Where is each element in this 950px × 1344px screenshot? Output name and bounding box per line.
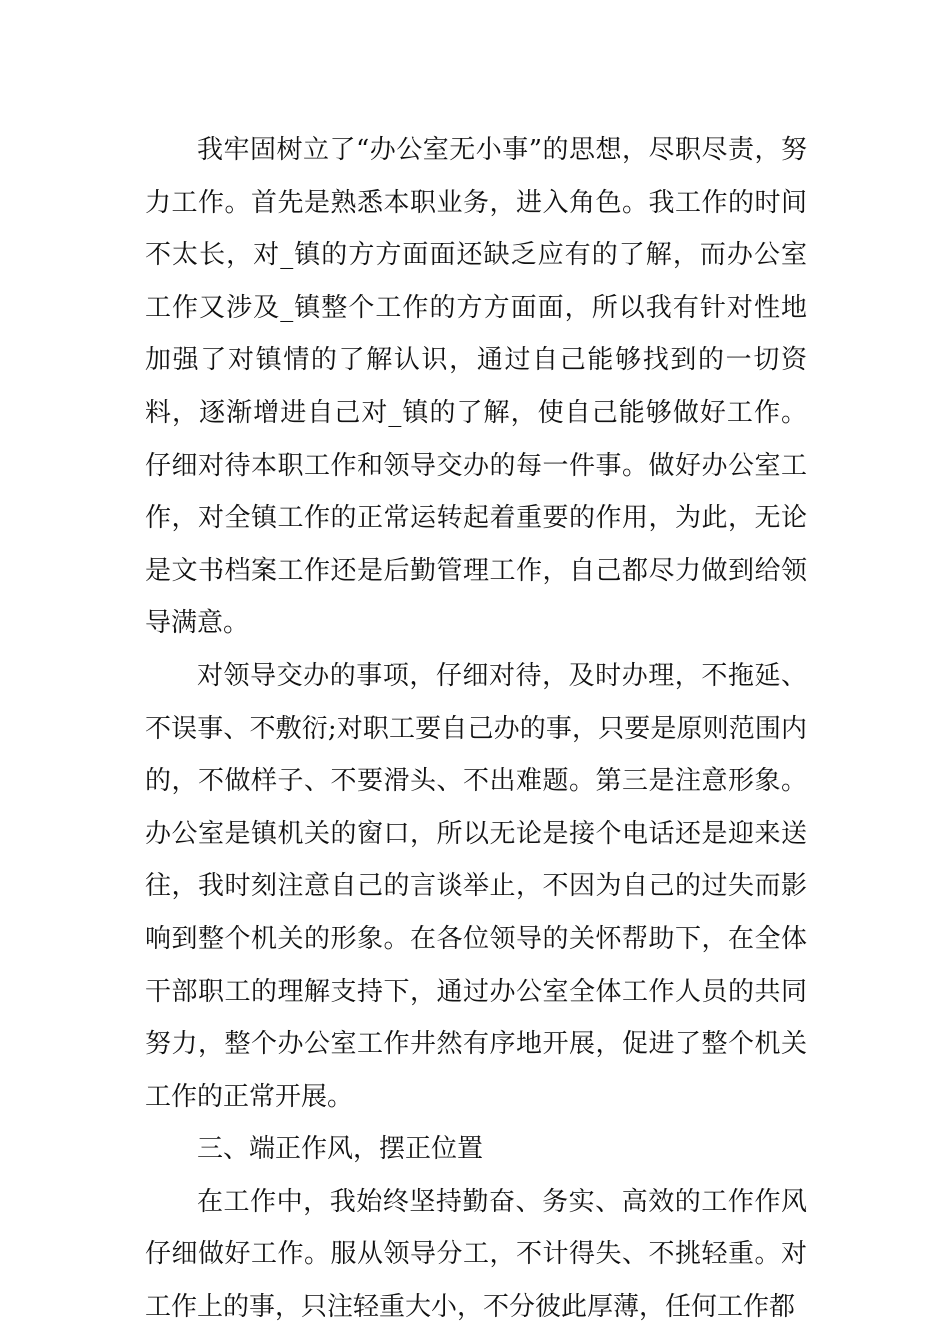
paragraph: 对领导交办的事项，仔细对待，及时办理，不拖延、不误事、不敷衍;对职工要自己办的事，只要是原则范围内的，不做样子、不要滑头、不出难题。第三是注意形象。办公室是镇机关的窗口，所以无论是接个电话还是迎来送往，我时刻注意自己的言谈举止，不因为自己的过失而影响到整个机关的形象。在各位领导的关怀帮助下，在全体干部职工的理解支持下，通过办公室全体工作人员的共同努力，整个办公室工作井然有序地开展，促进了整个机关工作的正常开展。 [145, 660, 807, 1112]
paragraph: 在工作中，我始终坚持勤奋、务实、高效的工作作风仔细做好工作。服从领导分工，不计得失、不挑轻重。对工作上的事，只注轻重大小，不分彼此厚薄，任何工作都 [145, 1186, 807, 1323]
document-body [145, 124, 807, 1334]
section-heading: 三、端正作风，摆正位置 [197, 1134, 484, 1165]
paragraph: 我牢固树立了“办公室无小事”的思想，尽职尽责，努力工作。首先是熟悉本职业务，进入角色。我工作的时间不太长，对_镇的方方面面还缺乏应有的了解，而办公室工作又涉及_镇整个工作的方方面面，所以我有针对性地加强了对镇情的了解认识，通过自己能够找到的一切资料，逐渐增进自己对_镇的了解，使自己能够做好工作。仔细对待本职工作和领导交办的每一件事。做好办公室工作，对全镇工作的正常运转起着重要的作用，为此，无论是文书档案工作还是后勤管理工作，自己都尽力做到给领导满意。 [145, 135, 807, 639]
